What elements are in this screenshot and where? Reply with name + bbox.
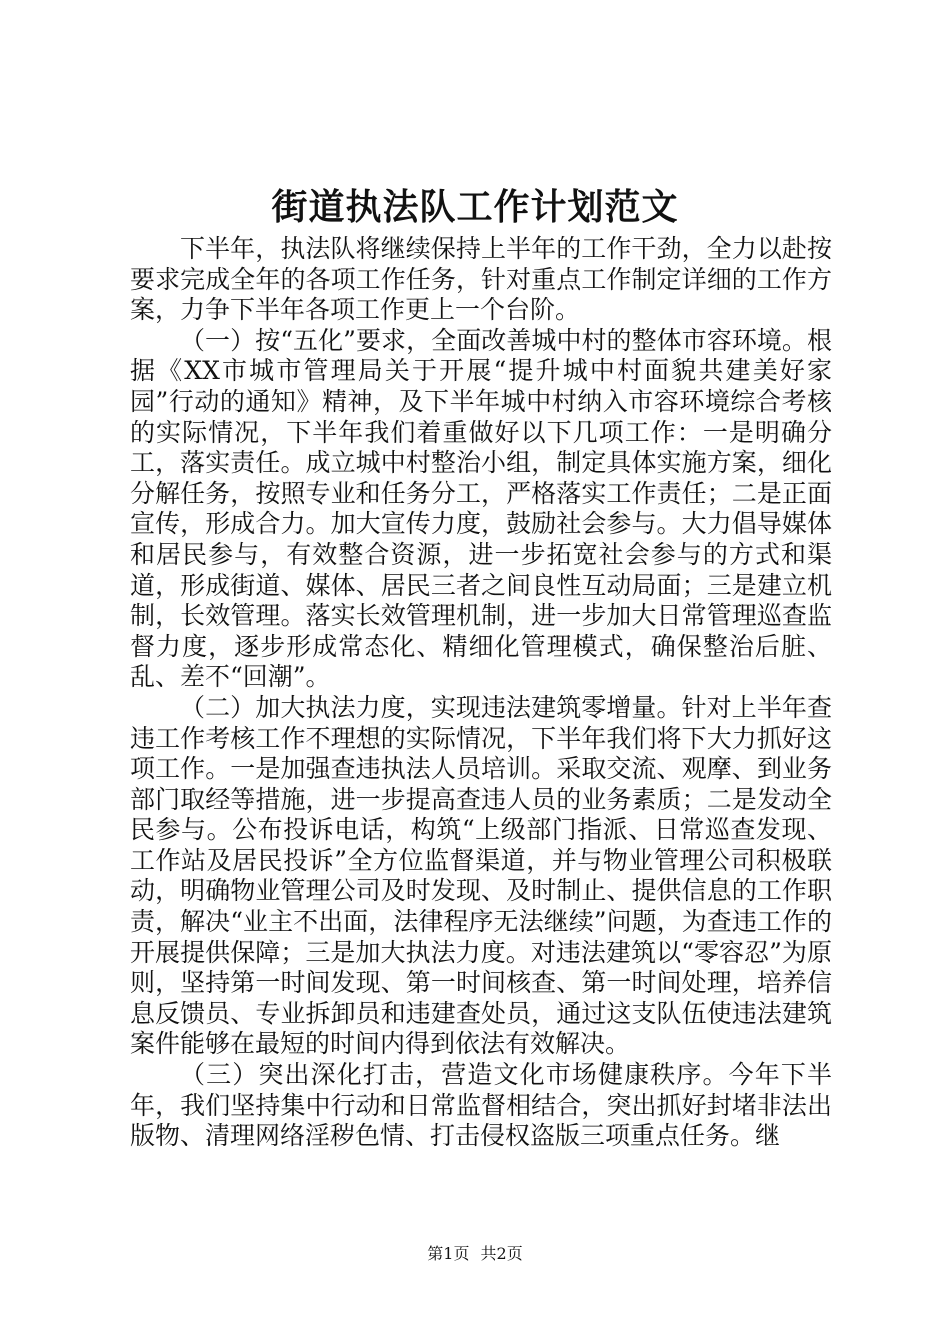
page-number-current: 第1页 [427,1244,470,1263]
page-footer [0,1243,950,1265]
page-number-total: 共2页 [480,1244,523,1263]
document-body [130,234,832,1152]
paragraph-section-3: （三）突出深化打击，营造文化市场健康秩序。今年下半年，我们坚持集中行动和日常监督相结合，突出抓好封堵非法出版物、清理网络淫秽色情、打击侵权盗版三项重点任务。继 [130,1060,832,1151]
paragraph-intro: 下半年，执法队将继续保持上半年的工作干劲，全力以赴按要求完成全年的各项工作任务，针对重点工作制定详细的工作方案，力争下半年各项工作更上一个台阶。 [130,234,832,325]
document-title: 街道执法队工作计划范文 [271,186,679,228]
paragraph-section-2: （二）加大执法力度，实现违法建筑零增量。针对上半年查违工作考核工作不理想的实际情况，下半年我们将下大力抓好这项工作。一是加强查违执法人员培训。采取交流、观摩、到业务部门取经等措施，进一步提高查违人员的业务素质；二是发动全民参与。公布投诉电话，构筑“上级部门指派、日常巡查发现、工作站及居民投诉”全方位监督渠道，并与物业管理公司积极联动，明确物业管理公司及时发现、及时制止、提供信息的工作职责，解决“业主不出面，法律程序无法继续”问题，为查违工作的开展提供保障；三是加大执法力度。对违法建筑以“零容忍”为原则，坚持第一时间发现、第一时间核查、第一时间处理，培养信息反馈员、专业拆卸员和违建查处员，通过这支队伍使违法建筑案件能够在最短的时间内得到依法有效解决。 [130,692,832,1059]
paragraph-section-1: （一）按“五化”要求，全面改善城中村的整体市容环境。根据《XX市城市管理局关于开展“提升城中村面貌共建美好家园”行动的通知》精神，及下半年城中村纳入市容环境综合考核的实际情况，下半年我们着重做好以下几项工作：一是明确分工，落实责任。成立城中村整治小组，制定具体实施方案，细化分解任务，按照专业和任务分工，严格落实工作责任；二是正面宣传，形成合力。加大宣传力度，鼓励社会参与。大力倡导媒体和居民参与，有效整合资源，进一步拓宽社会参与的方式和渠道，形成街道、媒体、居民三者之间良性互动局面；三是建立机制，长效管理。落实长效管理机制，进一步加大日常管理巡查监督力度，逐步形成常态化、精细化管理模式，确保整治后脏、乱、差不“回潮”。 [130,325,832,692]
